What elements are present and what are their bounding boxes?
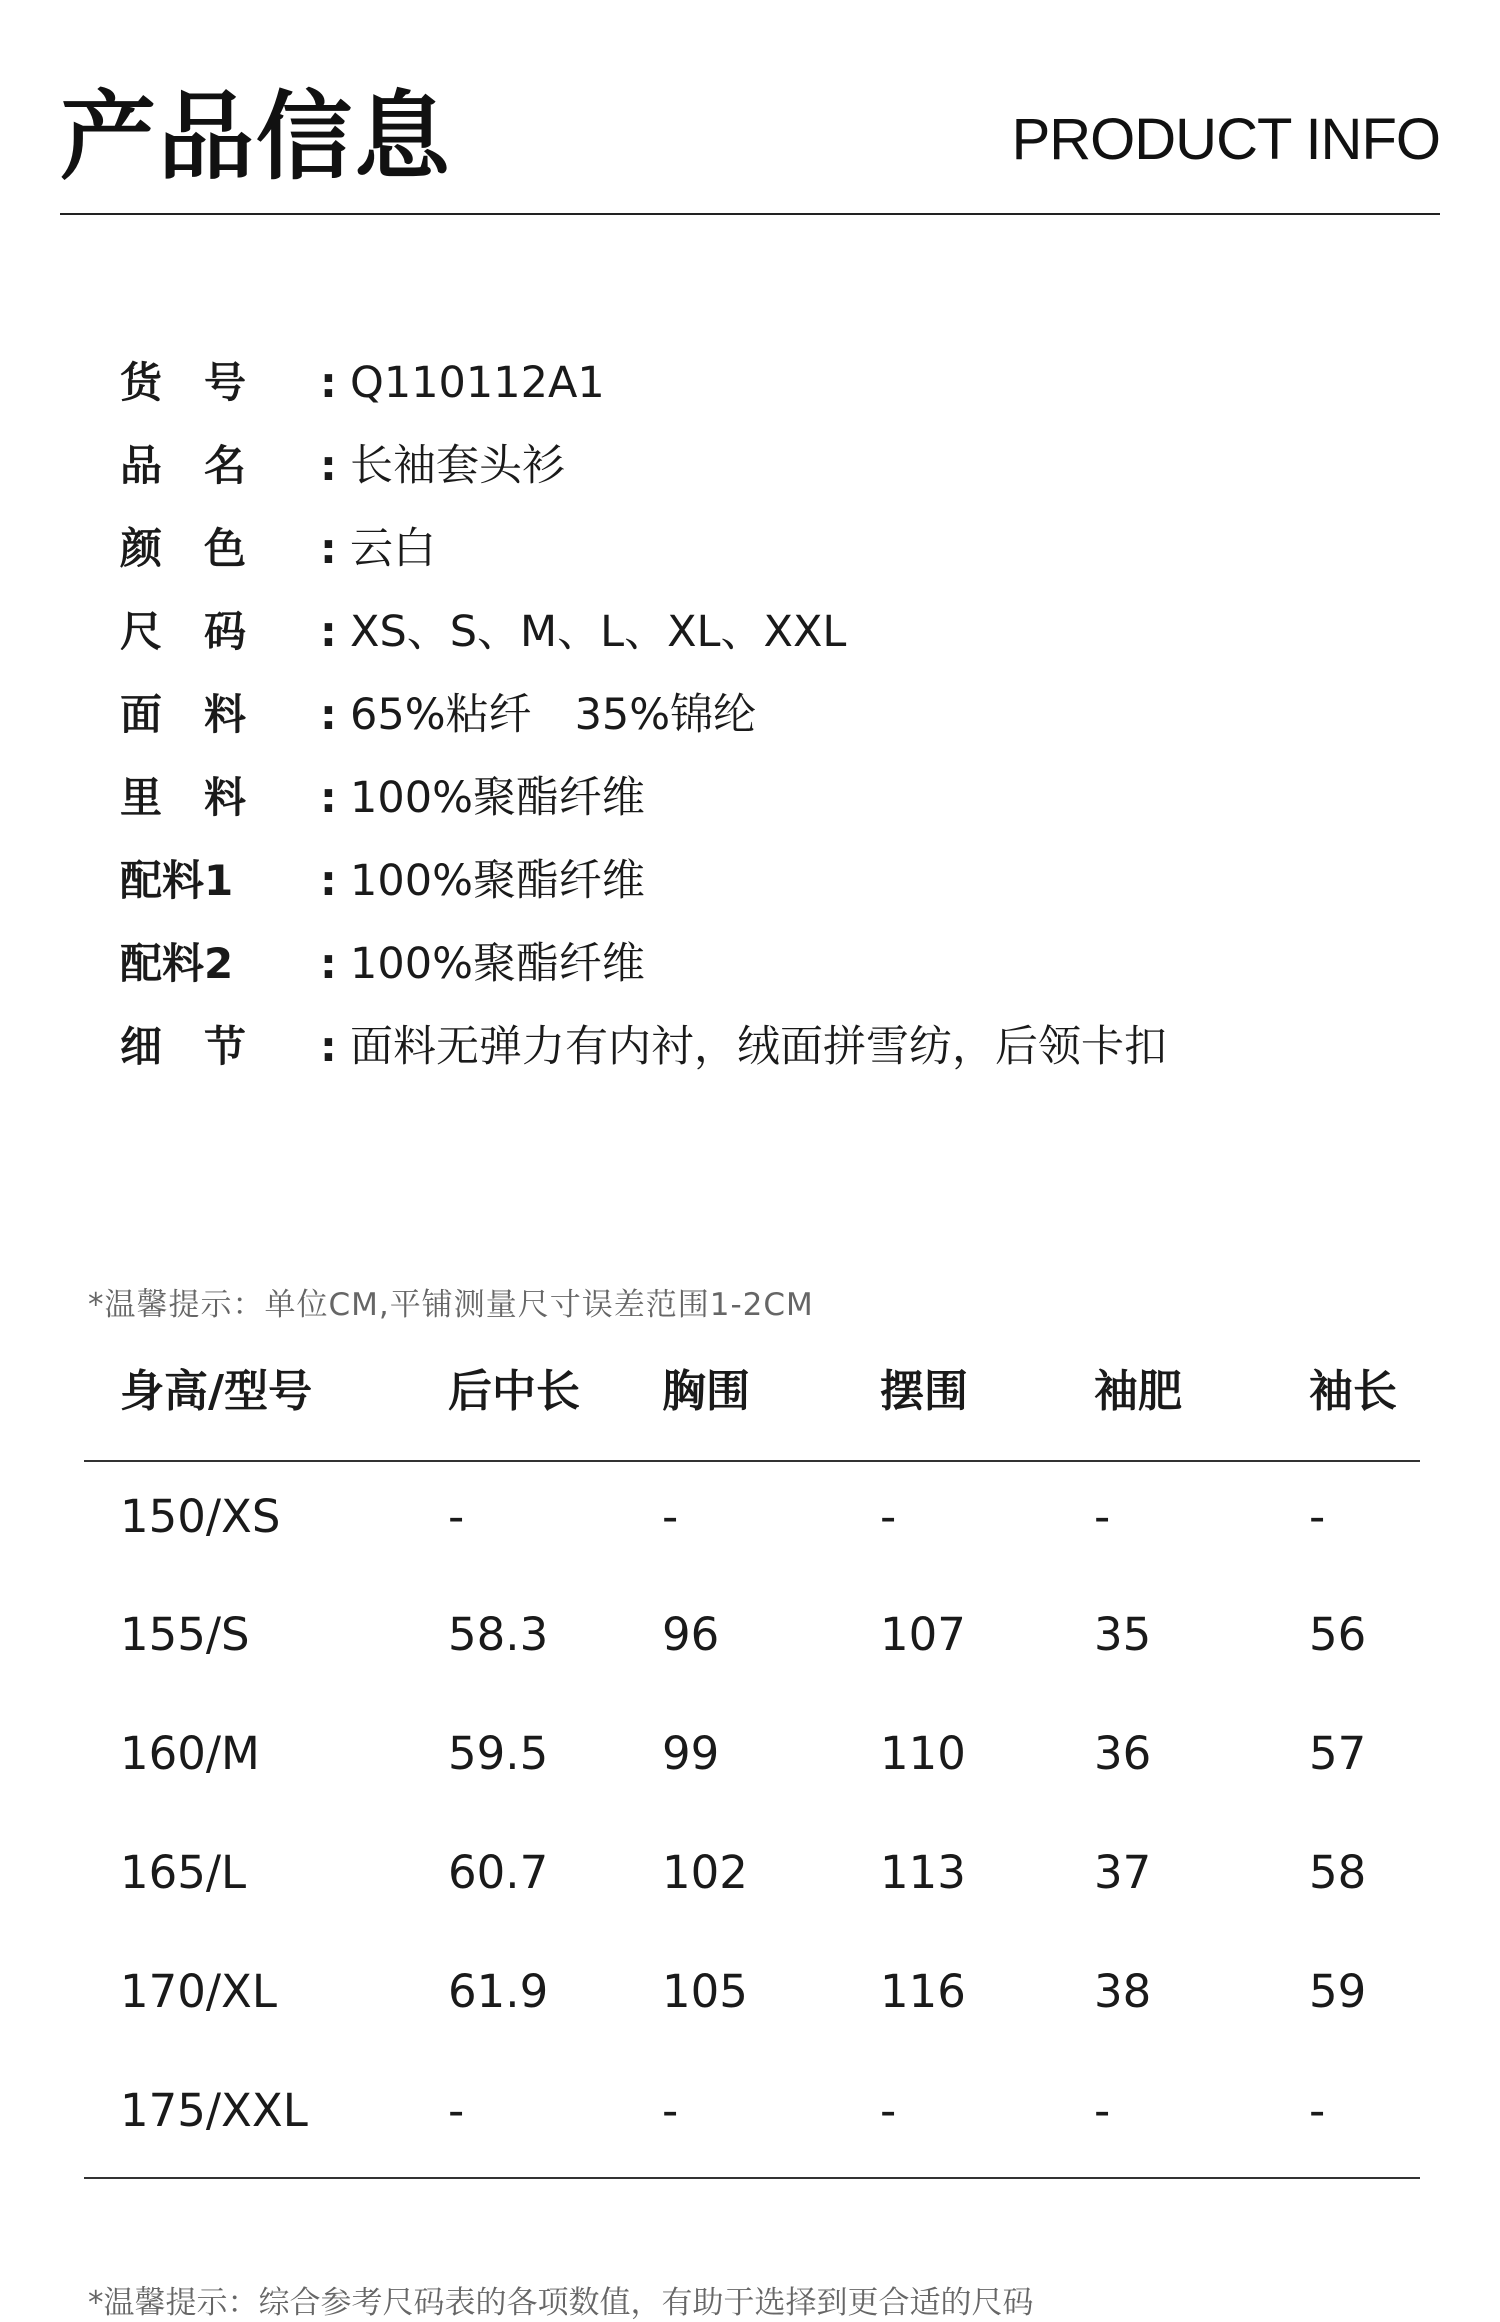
table-cell: - — [880, 2084, 897, 2137]
label-separator: : — [320, 939, 337, 988]
info-value: 100%聚酯纤维 — [350, 939, 645, 989]
info-value: 长袖套头衫 — [350, 441, 565, 491]
table-body — [84, 1462, 1420, 2179]
table-cell: - — [1094, 2084, 1111, 2137]
page-title-english: PRODUCT INFO — [1011, 107, 1440, 172]
header-sleeve-width: 袖肥 — [1094, 1366, 1182, 1417]
info-row-trim-2 — [120, 931, 1440, 1014]
table-cell: - — [448, 2084, 465, 2137]
info-row-product-name — [120, 433, 1440, 516]
info-label: 尺 码 — [120, 607, 247, 656]
info-value: 云白 — [350, 524, 436, 574]
table-cell: 150/XS — [120, 1490, 281, 1543]
table-cell: 105 — [662, 1965, 748, 2018]
table-cell: 175/XXL — [120, 2084, 308, 2137]
info-value: XS、S、M、L、XL、XXL — [350, 607, 847, 657]
table-cell: 155/S — [120, 1608, 250, 1661]
info-value: 65%粘纤 35%锦纶 — [350, 690, 757, 740]
table-cell: 35 — [1094, 1608, 1152, 1661]
table-cell: 61.9 — [448, 1965, 549, 2018]
table-cell: 99 — [662, 1727, 720, 1780]
table-cell: 59.5 — [448, 1727, 549, 1780]
table-cell: 58 — [1309, 1846, 1367, 1899]
label-separator: : — [320, 856, 337, 905]
info-label: 配料2 — [120, 939, 234, 988]
table-cell: 56 — [1309, 1608, 1367, 1661]
table-cell: 96 — [662, 1608, 720, 1661]
info-row-details — [120, 1014, 1440, 1097]
table-cell: 58.3 — [448, 1608, 549, 1661]
info-value: 100%聚酯纤维 — [350, 856, 645, 906]
table-cell: 37 — [1094, 1846, 1152, 1899]
table-row — [84, 1605, 1420, 1665]
table-cell: - — [1094, 1490, 1111, 1543]
table-cell: - — [662, 2084, 679, 2137]
table-header-row — [84, 1345, 1420, 1462]
info-label: 面 料 — [120, 690, 247, 739]
table-row — [84, 1724, 1420, 1784]
info-label: 品 名 — [120, 441, 247, 490]
table-cell: 38 — [1094, 1965, 1152, 2018]
table-row — [84, 1962, 1420, 2022]
info-row-lining — [120, 765, 1440, 848]
table-cell: 110 — [880, 1727, 966, 1780]
table-row — [84, 1843, 1420, 1903]
product-info-list — [120, 350, 1440, 1097]
table-cell: - — [1309, 2084, 1326, 2137]
info-row-trim-1 — [120, 848, 1440, 931]
page-title: 产品信息 — [60, 81, 452, 193]
table-cell: - — [662, 1490, 679, 1543]
label-separator: : — [320, 773, 337, 822]
table-cell: 36 — [1094, 1727, 1152, 1780]
info-value: 100%聚酯纤维 — [350, 773, 645, 823]
info-row-color — [120, 516, 1440, 599]
info-label: 颜 色 — [120, 524, 247, 573]
label-separator: : — [320, 524, 337, 573]
info-row-sizes — [120, 599, 1440, 682]
info-label: 细 节 — [120, 1022, 247, 1071]
table-cell: 165/L — [120, 1846, 247, 1899]
table-cell: - — [880, 1490, 897, 1543]
info-label: 配料1 — [120, 856, 234, 905]
label-separator: : — [320, 441, 337, 490]
info-row-item-number — [120, 350, 1440, 433]
size-reference-tip: *温馨提示：综合参考尺码表的各项数值，有助于选择到更合适的尺码 — [88, 2285, 1034, 2321]
table-cell: 57 — [1309, 1727, 1367, 1780]
header-sleeve-length: 袖长 — [1309, 1366, 1397, 1417]
label-separator: : — [320, 358, 337, 407]
table-cell: 170/XL — [120, 1965, 277, 2018]
table-cell: 160/M — [120, 1727, 260, 1780]
table-cell: 59 — [1309, 1965, 1367, 2018]
header-chest: 胸围 — [662, 1366, 750, 1417]
info-label: 货 号 — [120, 358, 247, 407]
label-separator: : — [320, 690, 337, 739]
size-chart-table — [84, 1345, 1420, 2179]
table-cell: 102 — [662, 1846, 748, 1899]
table-cell: 116 — [880, 1965, 966, 2018]
table-cell: 113 — [880, 1846, 966, 1899]
table-cell: 107 — [880, 1608, 966, 1661]
header-hem: 摆围 — [880, 1366, 968, 1417]
info-label: 里 料 — [120, 773, 247, 822]
table-row — [84, 1487, 1420, 1547]
info-value: 面料无弹力有内衬，绒面拼雪纺，后领卡扣 — [350, 1022, 1167, 1072]
table-row — [84, 2081, 1420, 2141]
label-separator: : — [320, 1022, 337, 1071]
label-separator: : — [320, 607, 337, 656]
header-height-size: 身高/型号 — [120, 1366, 313, 1417]
table-cell: - — [448, 1490, 465, 1543]
info-value: Q110112A1 — [350, 358, 605, 408]
table-cell: - — [1309, 1490, 1326, 1543]
info-row-fabric — [120, 682, 1440, 765]
table-cell: 60.7 — [448, 1846, 549, 1899]
measurement-tip: *温馨提示：单位CM,平铺测量尺寸误差范围1-2CM — [88, 1287, 814, 1323]
page-header — [60, 80, 1440, 215]
header-back-length: 后中长 — [448, 1366, 580, 1417]
